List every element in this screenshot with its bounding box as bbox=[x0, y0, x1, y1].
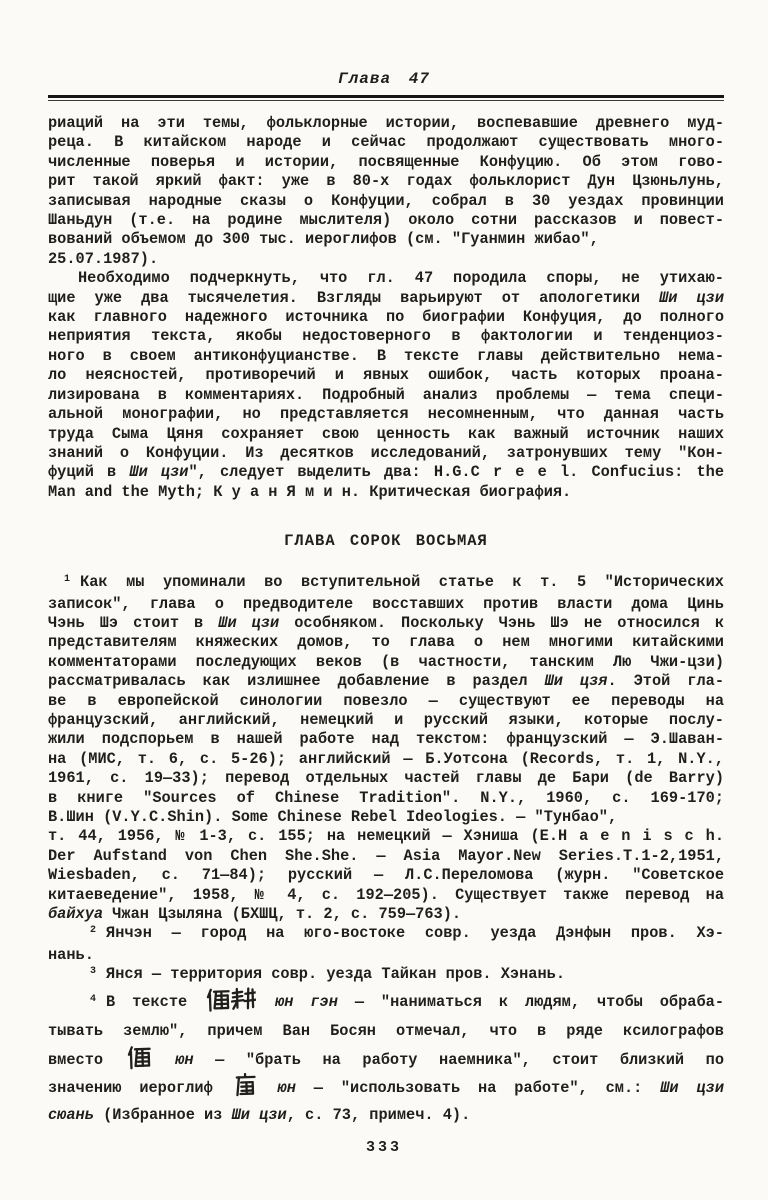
text-line bbox=[48, 289, 724, 308]
text-run: Ши цзи bbox=[129, 463, 189, 482]
text-line bbox=[48, 133, 724, 152]
text-run: французский, английский, немецкий и русский языки, которые послу- bbox=[48, 710, 724, 729]
text-run: Wiesbaden, с. 71—84); русский — Л.С.Переломова (журн. "Советское bbox=[48, 866, 724, 885]
footnote-4 bbox=[48, 987, 724, 1129]
text-line bbox=[48, 444, 724, 463]
text-run: записывая народные сказы о Конфуции, собрал в 30 уездах провинции bbox=[48, 191, 724, 210]
text-run: риаций на эти темы, фольклорные истории, воспевавшие древнего муд- bbox=[48, 114, 724, 132]
text-run: В.Шин (V.Y.C.Shin). Some Chinese Rebel Ideologies. — "Тунбао", bbox=[48, 808, 618, 826]
text-line bbox=[48, 250, 724, 269]
text-line bbox=[48, 172, 724, 191]
text-line bbox=[48, 230, 724, 249]
text-run: ло неясностей, противоречий и явных ошибок, часть которых проана- bbox=[48, 366, 724, 385]
text-line bbox=[48, 789, 724, 808]
hanzi-stroke-art bbox=[206, 987, 232, 1013]
text-run: т. 44, 1956, № 1-3, с. 155; на немецкий — Хэниша (E.H a e n i s c h. bbox=[48, 827, 724, 846]
header-rule bbox=[48, 95, 724, 101]
footnote-3 bbox=[48, 965, 724, 986]
text-run: Man and the Myth; К у а н Я м и н. Критическая биография. bbox=[48, 482, 572, 501]
text-run: — "наниматься к людям, чтобы обраба- bbox=[337, 992, 724, 1011]
text-run bbox=[258, 993, 275, 1011]
footnote-2 bbox=[48, 924, 724, 965]
text-run: байхуа bbox=[48, 905, 104, 924]
text-run: Ши цзя bbox=[544, 672, 608, 691]
footnote-1 bbox=[48, 573, 724, 924]
text-line bbox=[48, 827, 724, 846]
text-line bbox=[48, 808, 724, 827]
text-line bbox=[48, 924, 724, 945]
text-line bbox=[48, 1073, 724, 1102]
text-line bbox=[48, 711, 724, 730]
text-run: в книге "Sources of Chinese Tradition". N.Y., 1960, с. 169-170; bbox=[48, 788, 724, 807]
hanzi-yong-geng bbox=[206, 986, 257, 1016]
text-run: Чжан Цзыляна (БХШЦ, т. 2, с. 759—763). bbox=[103, 905, 462, 924]
text-line bbox=[48, 946, 724, 965]
text-line bbox=[48, 405, 724, 424]
footnote-number: 3 bbox=[90, 966, 97, 978]
text-line bbox=[48, 730, 724, 749]
header-rule-thick bbox=[48, 95, 724, 98]
text-run: представителям княжеских домов, то глава о нем многими китайскими bbox=[48, 633, 724, 652]
text-run: Янся — территория совр. уезда Тайкан пров. Хэнань. bbox=[106, 965, 565, 984]
footnote-number: 4 bbox=[90, 993, 97, 1005]
text-line bbox=[48, 614, 724, 633]
text-run: Как мы упоминали во вступительной статье к т. 5 "Исторических bbox=[80, 573, 724, 592]
text-line bbox=[48, 769, 724, 788]
text-run: юн bbox=[175, 1050, 194, 1069]
text-run: нань. bbox=[48, 945, 94, 964]
hanzi-yong-hire bbox=[126, 1044, 152, 1073]
text-line bbox=[48, 750, 724, 769]
text-run: Ши цзи bbox=[659, 288, 725, 307]
text-line bbox=[48, 425, 724, 444]
footnote-number: 1 bbox=[64, 574, 71, 586]
text-run: альной монографии, но представляется несомненным, что данная часть bbox=[48, 405, 724, 424]
text-line bbox=[48, 463, 724, 482]
text-run: как главного надежного источника по биографии Конфуция, до полного bbox=[48, 308, 724, 327]
text-run: — "брать на работу наемника", стоит близкий по bbox=[193, 1050, 724, 1069]
text-line bbox=[48, 192, 724, 211]
text-run: Необходимо подчеркнуть, что гл. 47 породила споры, не утихаю- bbox=[78, 269, 724, 288]
text-line bbox=[48, 692, 724, 711]
paragraph bbox=[48, 114, 724, 269]
text-line bbox=[48, 1102, 724, 1129]
text-line bbox=[48, 347, 724, 366]
text-run: . Этой гла- bbox=[607, 672, 724, 691]
text-run: юн bbox=[277, 1079, 296, 1098]
hanzi-yong-use bbox=[232, 1073, 258, 1102]
hanzi-stroke-art bbox=[231, 986, 257, 1012]
text-line bbox=[48, 269, 724, 288]
text-run: Шаньдун (т.е. на родине мыслителя) около сотни рассказов и повест- bbox=[48, 211, 724, 230]
text-line bbox=[48, 386, 724, 405]
text-line bbox=[48, 327, 724, 346]
text-line bbox=[48, 211, 724, 230]
text-line bbox=[48, 1045, 724, 1074]
text-run: записок", глава о предводителе восставших против власти дома Цинь bbox=[48, 594, 724, 613]
text-run: на (МИС, т. 6, с. 5-26); английский — Б.Уотсона (Records, т. 1, N.Y., bbox=[48, 749, 724, 768]
text-run: ного в своем антиконфуцианстве. В тексте главы действительно нема- bbox=[48, 346, 724, 365]
text-run: численные поверья и истории, посвященные Конфуцию. Об этом гово- bbox=[48, 152, 724, 171]
text-run: тывать землю", причем Ван Босян отмечал, что в ряде ксилографов bbox=[48, 1022, 724, 1041]
text-line bbox=[48, 366, 724, 385]
text-run: 25.07.1987). bbox=[48, 249, 159, 268]
text-run: юн гэн bbox=[275, 992, 338, 1011]
text-line bbox=[48, 866, 724, 885]
text-run: 1961, с. 19—33); перевод отдельных частей главы де Бари (de Barry) bbox=[48, 769, 724, 788]
chapter-heading: ГЛАВА СОРОК ВОСЬМАЯ bbox=[284, 532, 488, 551]
text-run: комментаторами последующих веков (в частности, танским Лю Чжи-цзи) bbox=[48, 652, 724, 671]
text-run: сюань bbox=[48, 1105, 94, 1124]
text-run: ", следует выделить два: H.G.C r e e l. Confucius: the bbox=[188, 463, 725, 482]
text-run bbox=[260, 1079, 278, 1097]
text-line bbox=[48, 886, 724, 905]
text-line bbox=[48, 114, 724, 133]
text-line bbox=[48, 905, 724, 924]
text-line bbox=[48, 672, 724, 691]
text-run: Der Aufstand von Chen She.She. — Asia Mayor.New Series.T.1-2,1951, bbox=[48, 846, 724, 865]
text-run: щие уже два тысячелетия. Взгляды варьируют от апологетики bbox=[48, 288, 660, 307]
text-line bbox=[48, 653, 724, 672]
text-line bbox=[48, 573, 724, 594]
header-rule-thin bbox=[48, 100, 724, 101]
running-header: Глава 47 bbox=[338, 70, 430, 88]
text-run: труда Сыма Цяня сохраняет свою ценность как важный источник наших bbox=[48, 424, 724, 443]
text-run: китаеведение", 1958, № 4, с. 192—205). Существует также перевод на bbox=[48, 885, 724, 904]
text-run: рассматривалась как излишнее добавление в раздел bbox=[48, 672, 545, 691]
text-run: — "использовать на работе", см.: bbox=[295, 1079, 661, 1098]
text-line bbox=[48, 633, 724, 652]
text-run: Чэнь Шэ стоит в bbox=[48, 613, 219, 632]
text-run: Ши цзи bbox=[231, 1105, 287, 1124]
text-run: рит такой яркий факт: уже в 80-х годах фольклорист Дун Цзюньлунь, bbox=[48, 172, 724, 191]
text-run: Ши цзи bbox=[660, 1079, 724, 1098]
text-run: вований объемом до 300 тыс. иероглифов (см. "Гуанмин жибао", bbox=[48, 230, 599, 249]
text-line bbox=[48, 153, 724, 172]
text-run: знаний о Конфуции. Из десятков исследований, затронувших тему "Кон- bbox=[48, 443, 724, 462]
page-number: 333 bbox=[365, 1139, 402, 1157]
text-block bbox=[48, 114, 724, 1128]
text-run: вместо bbox=[48, 1050, 125, 1069]
text-line bbox=[48, 847, 724, 866]
text-run: Янчэн — город на юго-востоке совр. уезда Дэнфын пров. Хэ- bbox=[106, 924, 724, 943]
hanzi-stroke-art bbox=[126, 1044, 152, 1070]
text-run: Ши цзи bbox=[218, 613, 280, 632]
text-run: лизирована в комментариях. Подробный анализ проблемы — тема специ- bbox=[48, 385, 724, 404]
text-run: реца. В китайском народе и сейчас продолжают существовать много- bbox=[48, 133, 724, 152]
text-run: неприятия текста, якобы недостоверного в фактологии и тенденциоз- bbox=[48, 327, 724, 346]
text-line bbox=[48, 483, 724, 502]
text-line bbox=[48, 1018, 724, 1045]
text-run: фуций в bbox=[48, 463, 130, 482]
text-run: значению иероглиф bbox=[48, 1079, 231, 1098]
text-line bbox=[48, 595, 724, 614]
text-run: ве в европейской синологии повезло — существуют ее переводы на bbox=[48, 691, 724, 710]
footnote-number: 2 bbox=[90, 925, 97, 937]
text-run bbox=[154, 1051, 176, 1069]
text-run: жили подспорьем в нашей работе над текстом: французский — Э.Шаван- bbox=[48, 730, 724, 749]
text-run: (Избранное из bbox=[93, 1105, 232, 1124]
paragraph bbox=[48, 269, 724, 502]
text-run: , с. 73, примеч. 4). bbox=[286, 1105, 471, 1124]
text-run: В тексте bbox=[106, 992, 205, 1011]
text-line bbox=[48, 987, 724, 1019]
text-line bbox=[48, 965, 724, 986]
text-run: особняком. Поскольку Чэнь Шэ не относился к bbox=[279, 613, 725, 632]
text-line bbox=[48, 308, 724, 327]
hanzi-stroke-art bbox=[232, 1073, 258, 1099]
